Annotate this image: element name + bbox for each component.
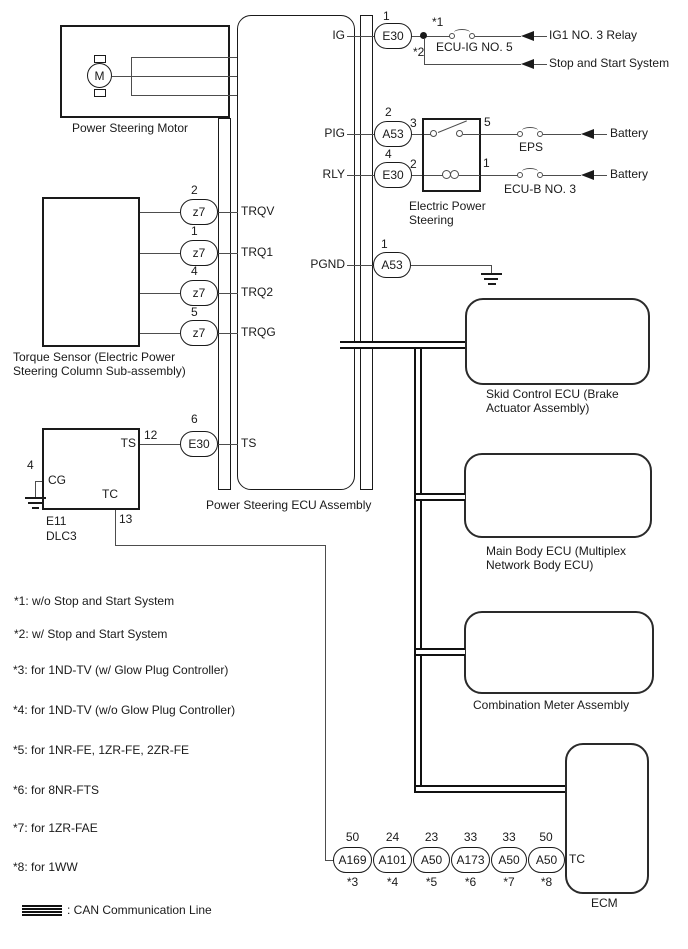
wire <box>481 134 519 135</box>
arrow-left-icon <box>521 59 534 69</box>
pin-number: 12 <box>144 428 158 442</box>
wire <box>594 134 607 135</box>
wire <box>115 510 116 546</box>
wire <box>463 134 480 135</box>
wire <box>140 444 180 445</box>
dlc3-pin-tc: TC <box>102 487 118 501</box>
can-branch-ecm <box>414 785 565 793</box>
pin-number: 2 <box>385 105 392 119</box>
main-body-ecu-box <box>464 453 652 538</box>
wire <box>411 265 492 266</box>
pin-number: 2 <box>191 183 198 197</box>
wire <box>534 64 547 65</box>
ground-icon <box>488 283 496 285</box>
pin-number: 1 <box>383 9 390 23</box>
wire <box>140 293 180 294</box>
connector-z7: z7 <box>180 240 218 266</box>
motor-label: Power Steering Motor <box>72 121 189 135</box>
arrow-left-icon <box>581 170 594 180</box>
ground-icon <box>32 507 39 509</box>
wire <box>347 36 374 37</box>
footnote-5: *5: for 1NR-FE, 1ZR-FE, 2ZR-FE <box>13 743 190 757</box>
ecm-box <box>565 743 649 894</box>
can-line-icon <box>22 908 62 910</box>
note-marker: *4 <box>386 875 399 889</box>
relay-label-1: Electric Power <box>409 199 486 213</box>
wire <box>218 212 238 213</box>
dlc3-pin-cg: CG <box>48 473 66 487</box>
ecm-pin-tc: TC <box>569 852 585 866</box>
torque-sensor-label-1: Torque Sensor (Electric Power <box>13 350 176 364</box>
connector-e30: E30 <box>180 431 218 457</box>
connector-e30: E30 <box>374 23 412 49</box>
pin-number: 33 <box>502 830 516 844</box>
note-marker: *7 <box>503 875 515 889</box>
combination-meter-label: Combination Meter Assembly <box>473 698 630 712</box>
wire <box>140 333 180 334</box>
pin-number: 6 <box>191 412 198 426</box>
wire <box>412 36 451 37</box>
pin-number: 50 <box>539 830 553 844</box>
note-marker: *1 <box>432 15 444 29</box>
motor-terminal-bottom <box>94 89 106 97</box>
dest-battery: Battery <box>610 167 649 181</box>
note-marker: *5 <box>425 875 438 889</box>
wire <box>140 212 180 213</box>
connector-a173: A173 <box>451 847 490 873</box>
wire <box>218 293 238 294</box>
wire <box>424 175 443 176</box>
connector-z7: z7 <box>180 199 218 225</box>
wire <box>491 265 492 273</box>
eps-relay-box <box>422 118 481 192</box>
pin-number: 1 <box>381 237 388 251</box>
ground-icon <box>484 278 498 280</box>
motor-terminal-top <box>94 55 106 63</box>
power-steering-motor-box <box>60 25 230 118</box>
pin-number: 4 <box>27 458 34 472</box>
can-branch-comb-meter <box>416 648 465 656</box>
skid-control-label-1: Skid Control ECU (Brake <box>486 387 619 401</box>
wire <box>218 333 238 334</box>
footnote-3: *3: for 1ND-TV (w/ Glow Plug Controller) <box>13 663 229 677</box>
skid-control-label-2: Actuator Assembly) <box>486 401 590 415</box>
pin-number: 13 <box>119 512 133 526</box>
dest-stop-start: Stop and Start System <box>549 56 670 70</box>
wire <box>35 481 36 497</box>
connector-a50: A50 <box>528 847 565 873</box>
pin-number: 5 <box>191 305 198 319</box>
footnote-7: *7: for 1ZR-FAE <box>13 821 98 835</box>
main-body-label-2: Network Body ECU) <box>486 558 594 572</box>
note-marker: *8 <box>540 875 553 889</box>
ground-icon <box>28 502 42 504</box>
ecu-pin-rly: RLY <box>322 167 345 181</box>
arrow-left-icon <box>581 129 594 139</box>
wire <box>475 36 521 37</box>
can-trunk-line <box>414 344 422 787</box>
arrow-left-icon <box>521 31 534 41</box>
ecu-left-connector-rail <box>218 118 231 490</box>
wire <box>347 265 374 266</box>
wire <box>218 253 238 254</box>
connector-z7: z7 <box>180 280 218 306</box>
ecu-pin-trqg: TRQG <box>241 325 276 339</box>
connector-a50: A50 <box>491 847 527 873</box>
footnote-2: *2: w/ Stop and Start System <box>14 627 168 641</box>
fuse-ecub-label: ECU-B NO. 3 <box>504 182 577 196</box>
pin-number: 50 <box>345 830 360 844</box>
dlc3-code: E11 <box>46 514 67 528</box>
combination-meter-box <box>464 611 654 694</box>
ecm-label: ECM <box>591 896 618 910</box>
relay-coil <box>450 170 459 179</box>
relay-pin: 2 <box>410 157 417 171</box>
connector-a50: A50 <box>413 847 450 873</box>
wire <box>115 545 326 546</box>
dlc3-pin-ts: TS <box>120 436 136 450</box>
pin-number: 4 <box>385 147 392 161</box>
ecu-pin-trq1: TRQ1 <box>241 245 274 259</box>
wire <box>140 253 180 254</box>
ecu-pin-ts: TS <box>241 436 257 450</box>
wire <box>131 95 237 96</box>
fuse-element <box>522 127 538 134</box>
relay-contact <box>430 130 437 137</box>
ecu-pin-pig: PIG <box>324 126 345 140</box>
wire <box>424 64 521 65</box>
relay-contact <box>456 130 463 137</box>
wire <box>594 175 607 176</box>
wire <box>347 175 374 176</box>
motor-icon: M <box>87 63 112 88</box>
pin-number: 24 <box>385 830 400 844</box>
dlc3-label: DLC3 <box>46 529 77 543</box>
relay-pin: 1 <box>483 156 490 170</box>
can-line-icon <box>22 911 62 913</box>
footnote-8: *8: for 1WW <box>13 860 78 874</box>
fuse-element <box>454 29 470 36</box>
junction-dot <box>420 32 427 39</box>
footnote-1: *1: w/o Stop and Start System <box>14 594 175 608</box>
wire <box>543 175 581 176</box>
torque-sensor-box <box>42 197 140 347</box>
wire <box>112 76 237 77</box>
fuse-element <box>522 168 538 175</box>
footnote-6: *6: for 8NR-FTS <box>13 783 100 797</box>
footnote-4: *4: for 1ND-TV (w/o Glow Plug Controller) <box>13 703 236 717</box>
pin-number: 4 <box>191 264 198 278</box>
connector-a53: A53 <box>374 121 412 147</box>
ecu-right-connector-rail <box>360 15 373 490</box>
skid-control-ecu-box <box>465 298 650 385</box>
pin-number: 23 <box>424 830 439 844</box>
can-line-icon <box>22 905 62 907</box>
relay-label-2: Steering <box>409 213 454 227</box>
ecu-pin-trqv: TRQV <box>241 204 275 218</box>
can-branch-main-body <box>416 493 465 501</box>
ecu-label: Power Steering ECU Assembly <box>206 498 372 512</box>
connector-e30: E30 <box>374 162 412 188</box>
dest-battery: Battery <box>610 126 649 140</box>
relay-pin: 3 <box>410 116 417 130</box>
wire <box>131 57 237 58</box>
relay-pin: 5 <box>484 115 491 129</box>
legend-text: : CAN Communication Line <box>67 903 212 917</box>
pin-number: 1 <box>191 224 198 238</box>
connector-a101: A101 <box>373 847 412 873</box>
can-branch-skid <box>340 341 465 349</box>
main-body-label-1: Main Body ECU (Multiplex <box>486 544 627 558</box>
can-line-icon <box>22 914 62 916</box>
wire <box>35 481 42 482</box>
ecu-pin-ig: IG <box>332 28 345 42</box>
wire <box>218 444 238 445</box>
wire <box>459 175 480 176</box>
connector-a169: A169 <box>333 847 372 873</box>
ecu-pin-trq2: TRQ2 <box>241 285 274 299</box>
torque-sensor-label-2: Steering Column Sub-assembly) <box>13 364 186 378</box>
wire <box>481 175 519 176</box>
note-marker: *6 <box>464 875 477 889</box>
note-marker: *2 <box>413 45 425 59</box>
wire <box>534 36 547 37</box>
fuse-eps-label: EPS <box>519 140 544 154</box>
ecu-pin-pgnd: PGND <box>310 257 345 271</box>
pin-number: 33 <box>463 830 478 844</box>
wire <box>543 134 581 135</box>
wire <box>325 545 326 861</box>
ground-icon <box>25 497 46 499</box>
connector-z7: z7 <box>180 320 218 346</box>
wire <box>347 134 374 135</box>
dest-ig1-relay: IG1 NO. 3 Relay <box>549 28 638 42</box>
ground-icon <box>481 273 502 275</box>
note-marker: *3 <box>346 875 359 889</box>
fuse-label: ECU-IG NO. 5 <box>436 40 513 54</box>
connector-a53: A53 <box>373 252 411 278</box>
